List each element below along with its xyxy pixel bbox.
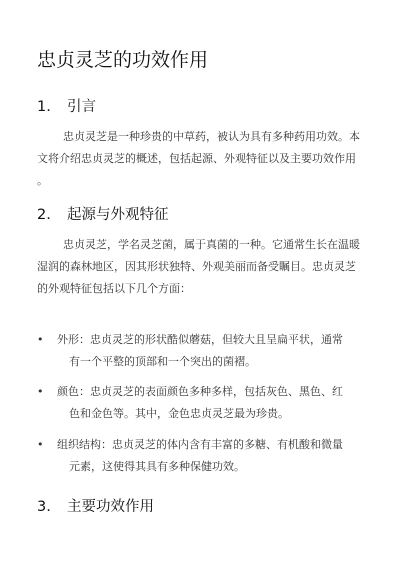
paragraph-line: 的外观特征包括以下几个方面： — [37, 282, 191, 295]
section-heading-text: 引言 — [67, 99, 96, 115]
intro-paragraph — [37, 126, 367, 192]
section-heading-text: 起源与外观特征 — [67, 207, 169, 223]
section-heading-origin — [37, 205, 169, 225]
bullet-item-shape — [37, 329, 367, 373]
section-number: 2. — [37, 207, 51, 223]
bullet-line: 组织结构：忠贞灵芝的体内含有丰富的多糖、有机酸和微量 — [57, 438, 343, 451]
bullet-line: 有一个平整的顶部和一个突出的菌褶。 — [69, 355, 256, 368]
bullet-item-structure — [37, 434, 367, 478]
origin-paragraph — [37, 234, 367, 300]
section-heading-intro — [37, 97, 96, 117]
paragraph-line: 文将介绍忠贞灵芝的概述，包括起源、外观特征以及主要功效作用 — [37, 152, 356, 165]
section-number: 3. — [37, 499, 51, 515]
bullet-dot: • — [37, 333, 44, 346]
paragraph-line: 忠贞灵芝是一种珍贵的中草药，被认为具有多种药用功效。本 — [63, 130, 360, 143]
bullet-line: 外形：忠贞灵芝的形状酷似蘑菇，但较大且呈扁平状，通常 — [57, 333, 343, 346]
bullet-line: 元素，这使得其具有多种保健功效。 — [69, 460, 245, 473]
bullet-dot: • — [37, 438, 44, 451]
section-heading-effects — [37, 497, 154, 517]
bullet-dot: • — [37, 385, 44, 398]
section-heading-text: 主要功效作用 — [67, 499, 154, 515]
bullet-line: 色和金色等。其中，金色忠贞灵芝最为珍贵。 — [69, 407, 289, 420]
bullet-item-color — [37, 381, 367, 425]
document-title: 忠贞灵芝的功效作用 — [37, 49, 209, 71]
bullet-line: 颜色：忠贞灵芝的表面颜色多种多样，包括灰色、黑色、红 — [57, 385, 343, 398]
paragraph-line: 忠贞灵芝，学名灵芝菌，属于真菌的一种。它通常生长在温暖 — [63, 238, 360, 251]
paragraph-line: 。 — [37, 174, 48, 187]
section-number: 1. — [37, 99, 51, 115]
paragraph-line: 湿润的森林地区，因其形状独特、外观美丽而备受瞩目。忠贞灵芝 — [37, 260, 356, 273]
